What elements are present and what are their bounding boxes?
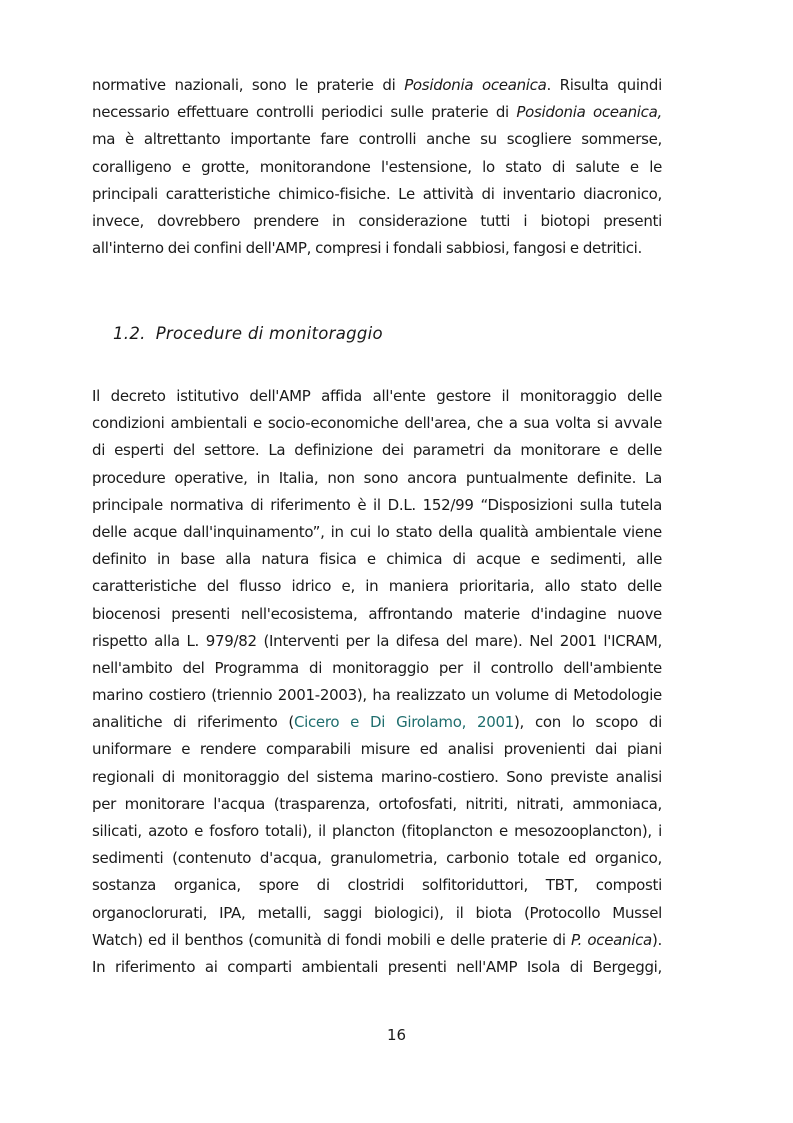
species-name: Posidonia oceanica, [516,103,662,122]
text-line: per monitorare l'acqua (trasparenza, ortofosfati, nitriti, nitrati, ammoniaca, [92,794,662,813]
text-line: principale normativa di riferimento è il D.L. 152/99 “Disposizioni sulla tutela [92,495,662,514]
text-line: rispetto alla L. 979/82 (Interventi per la difesa del mare). Nel 2001 l'ICRAM, [92,631,662,650]
text-line: sostanza organica, spore di clostridi solfitoriduttori, TBT, composti [92,876,662,895]
text-line: nell'ambito del Programma di monitoraggio per il controllo dell'ambiente [92,658,662,677]
text-line: organoclorurati, IPA, metalli, saggi biologici), il biota (Protocollo Mussel [92,903,662,922]
text-line: coralligeno e grotte, monitorandone l'estensione, lo stato di salute e le [92,157,662,176]
text-line: biocenosi presenti nell'ecosistema, affrontando materie d'indagine nuove [92,604,662,623]
page-number: 16 [386,1026,407,1044]
text-line: Watch) ed il benthos (comunità di fondi mobili e delle praterie di P. oceanica). [92,930,662,949]
species-name: Posidonia oceanica [404,76,547,94]
text-line: marino costiero (triennio 2001-2003), ha realizzato un volume di Metodologie [92,686,662,705]
citation-link[interactable]: Cicero e Di Girolamo, 2001 [293,713,514,732]
section-title: Procedure di monitoraggio [155,324,383,343]
paragraph-monitoring-procedures [92,383,662,981]
text-line: uniformare e rendere comparabili misure ed analisi provenienti dai piani [92,740,662,759]
text-line: Il decreto istitutivo dell'AMP affida all'ente gestore il monitoraggio delle [92,387,662,405]
text-line: all'interno dei confini dell'AMP, compresi i fondali sabbiosi, fangosi e detritici. [92,239,643,258]
text-line: di esperti del settore. La definizione dei parametri da monitorare e delle [92,441,662,460]
text-line: sedimenti (contenuto d'acqua, granulometria, carbonio totale ed organico, [92,849,662,868]
text-line: invece, dovrebbero prendere in considerazione tutti i biotopi presenti [92,211,662,230]
text-line: normative nazionali, sono le praterie di Posidonia oceanica. Risulta quindi [92,76,662,94]
species-name: P. oceanica [570,930,652,949]
section-heading [113,324,383,343]
text-line: ma è altrettanto importante fare controlli anche su scogliere sommerse, [92,130,662,149]
text-line: caratteristiche del flusso idrico e, in maniera prioritaria, allo stato delle [92,577,662,596]
text-line: procedure operative, in Italia, non sono ancora puntualmente definite. La [92,468,662,487]
section-number: 1.2. [113,324,146,343]
text-line: analitiche di riferimento (Cicero e Di Girolamo, 2001), con lo scopo di [92,713,662,732]
text-line: definito in base alla natura fisica e chimica di acque e sedimenti, alle [92,550,662,569]
text-line: principali caratteristiche chimico-fisiche. Le attività di inventario diacronico, [92,184,662,203]
text-line: regionali di monitoraggio del sistema marino-costiero. Sono previste analisi [92,767,662,786]
text-line: In riferimento ai comparti ambientali presenti nell'AMP Isola di Bergeggi, [92,957,662,976]
paragraph-posidonia-controls [92,72,662,262]
text-line: condizioni ambientali e socio-economiche dell'area, che a sua volta si avvale [92,414,662,433]
text-line: silicati, azoto e fosforo totali), il plancton (fitoplancton e mesozooplancton), i [92,822,662,840]
text-line: necessario effettuare controlli periodici sulle praterie di Posidonia oceanica, [92,103,662,122]
text-line: delle acque dall'inquinamento”, in cui lo stato della qualità ambientale viene [92,522,662,541]
